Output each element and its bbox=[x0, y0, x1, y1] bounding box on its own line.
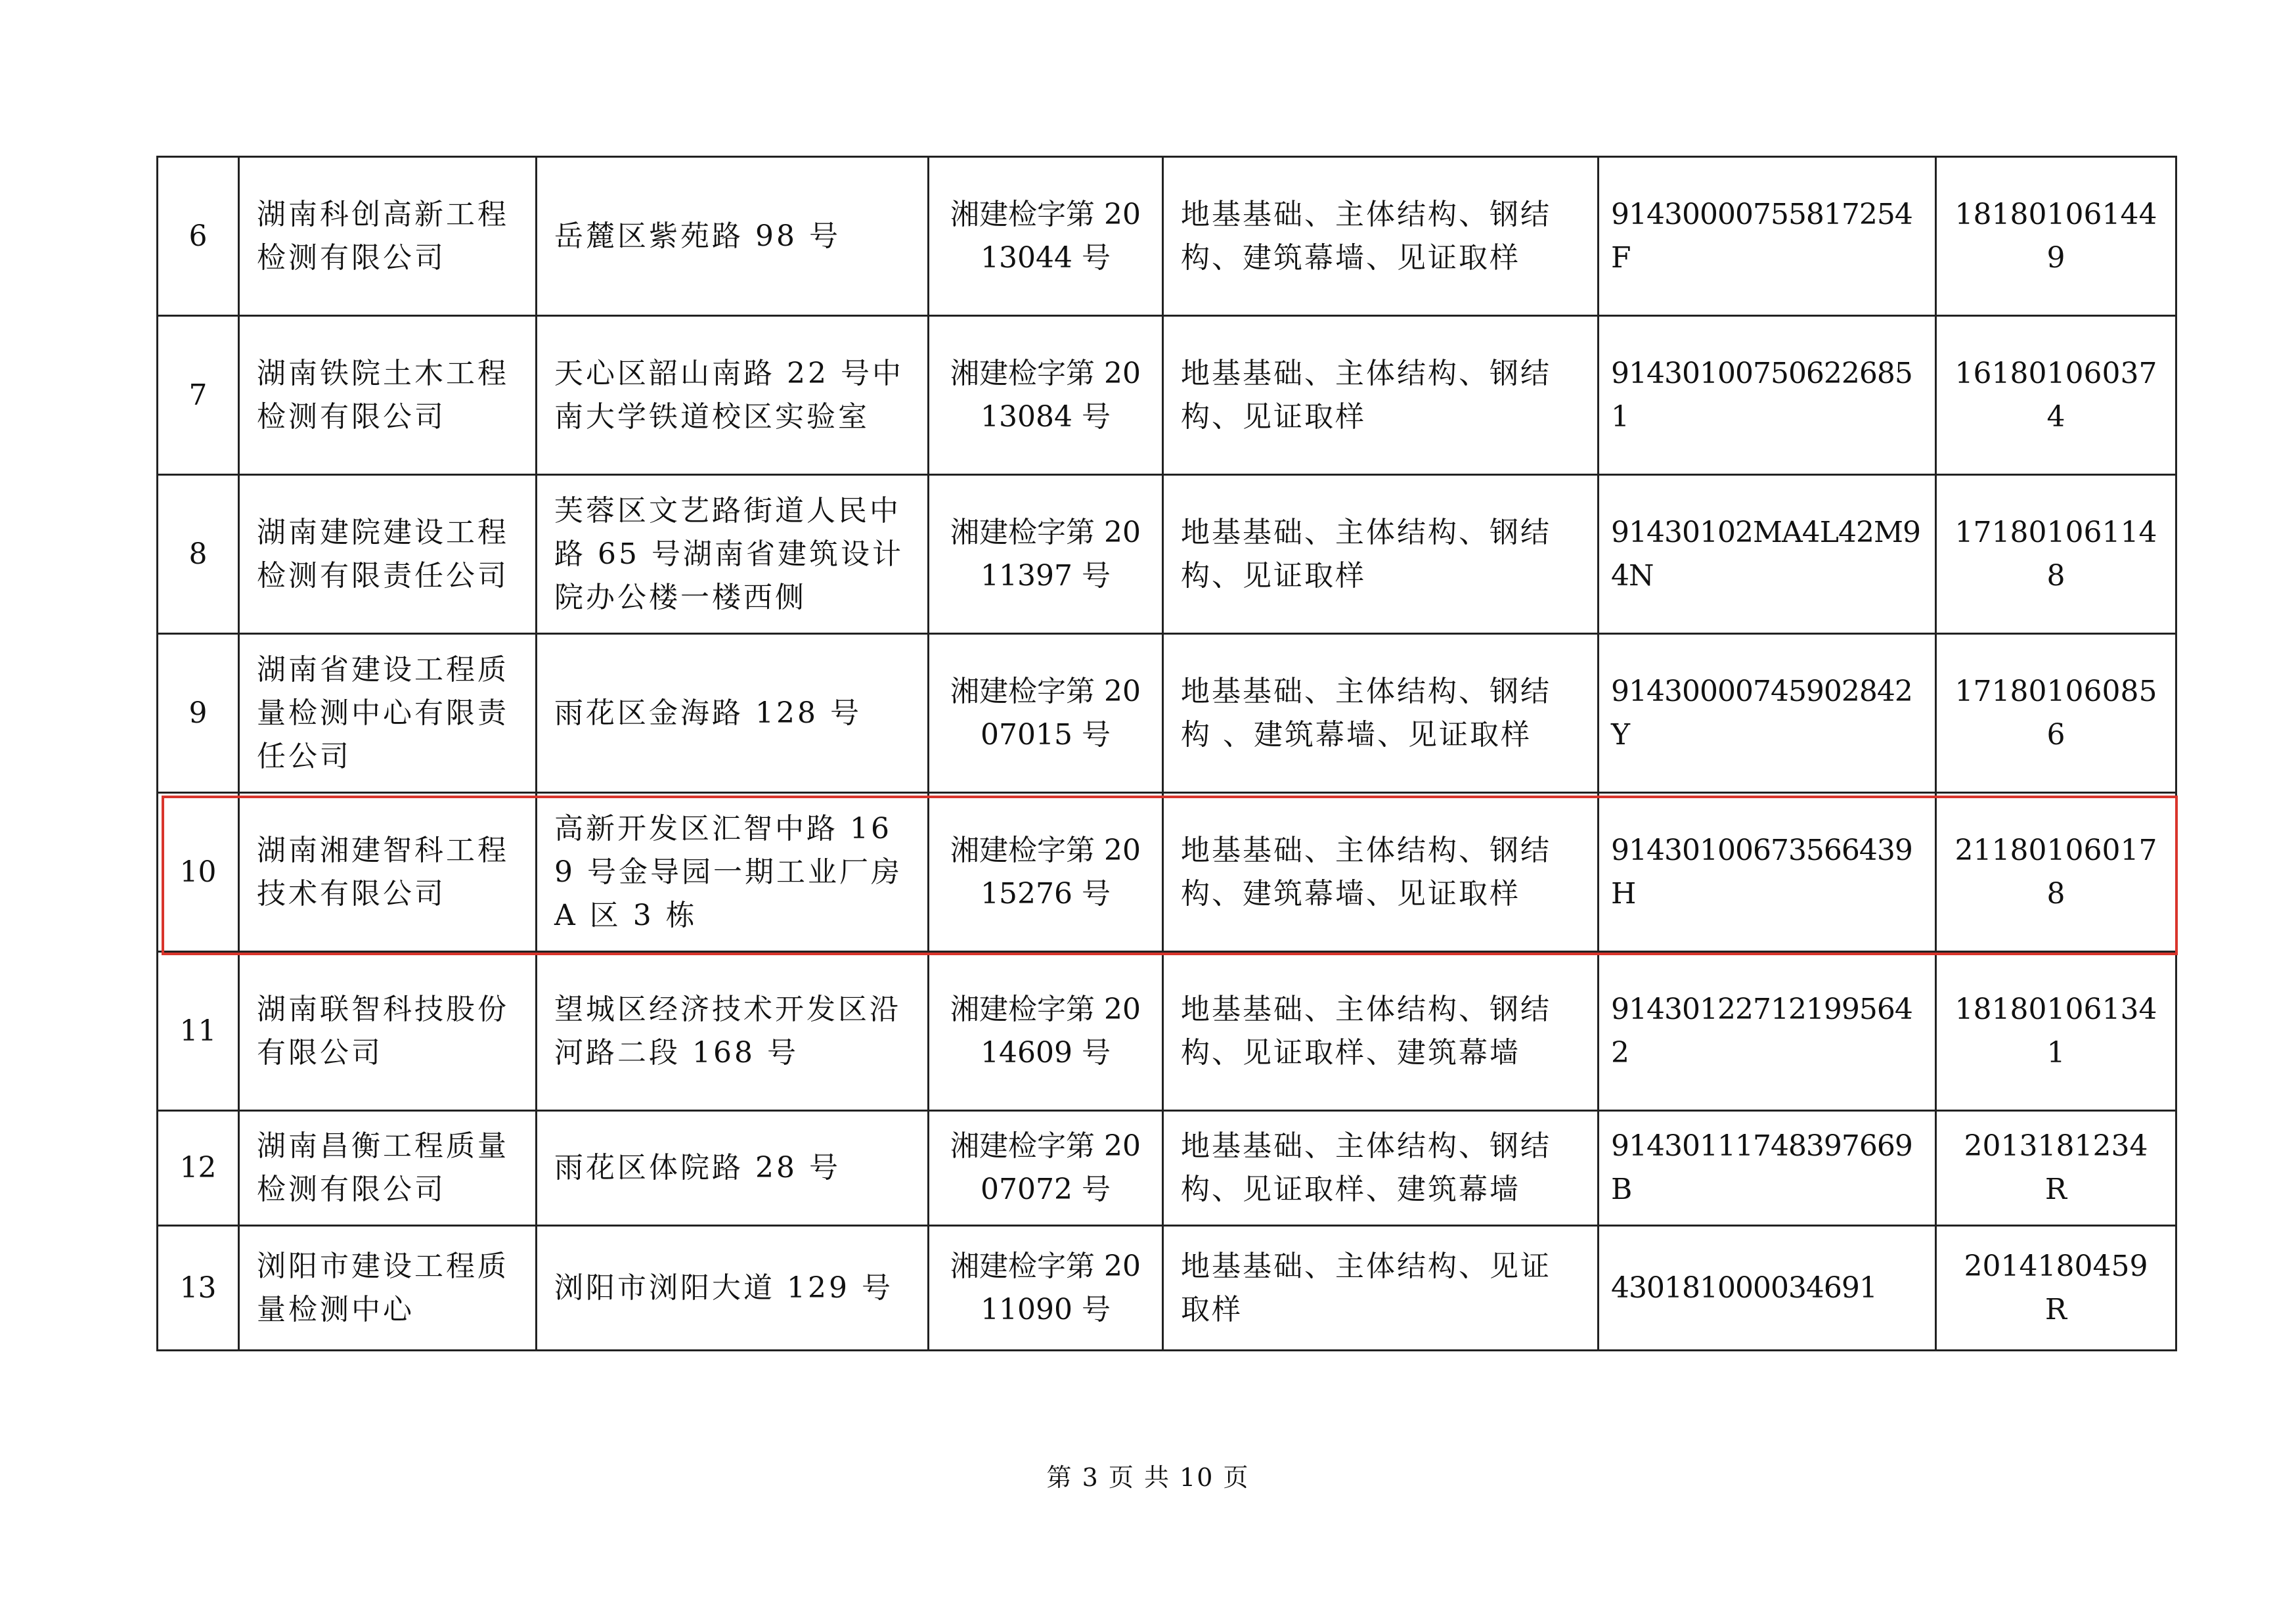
company-address: 雨花区金海路 128 号 bbox=[537, 634, 929, 793]
company-name: 湖南昌衡工程质量检测有限公司 bbox=[239, 1111, 537, 1226]
company-address: 岳麓区紫苑路 98 号 bbox=[537, 157, 929, 316]
inspection-scope: 地基基础、主体结构、钢结构、见证取样 bbox=[1163, 316, 1599, 475]
company-name: 湖南联智科技股份有限公司 bbox=[239, 952, 537, 1111]
credit-code: 914301227121995642 bbox=[1599, 952, 1936, 1111]
inspection-scope: 地基基础、主体结构、钢结构 、建筑幕墙、见证取样 bbox=[1163, 634, 1599, 793]
table-row bbox=[158, 1111, 2176, 1226]
credit-code: 91430102MA4L42M94N bbox=[1599, 475, 1936, 634]
table-row bbox=[158, 1226, 2176, 1351]
registration-code: 171801061148 bbox=[1936, 475, 2176, 634]
registration-code: 2013181234R bbox=[1936, 1111, 2176, 1226]
certificate-number: 湘建检字第 2007072 号 bbox=[929, 1111, 1163, 1226]
company-address: 天心区韶山南路 22 号中南大学铁道校区实验室 bbox=[537, 316, 929, 475]
row-number: 9 bbox=[158, 634, 239, 793]
company-address: 高新开发区汇智中路 169 号金导园一期工业厂房 A 区 3 栋 bbox=[537, 793, 929, 952]
company-name: 湖南省建设工程质量检测中心有限责任公司 bbox=[239, 634, 537, 793]
table-row bbox=[158, 793, 2176, 952]
company-address: 芙蓉区文艺路街道人民中路 65 号湖南省建筑设计院办公楼一楼西侧 bbox=[537, 475, 929, 634]
registration-code: 161801060374 bbox=[1936, 316, 2176, 475]
company-name: 湖南湘建智科工程技术有限公司 bbox=[239, 793, 537, 952]
inspection-scope: 地基基础、主体结构、钢结构、建筑幕墙、见证取样 bbox=[1163, 793, 1599, 952]
certificate-number: 湘建检字第 2007015 号 bbox=[929, 634, 1163, 793]
table-row bbox=[158, 157, 2176, 316]
registration-code: 181801061341 bbox=[1936, 952, 2176, 1111]
table-row bbox=[158, 952, 2176, 1111]
certificate-number: 湘建检字第 2013084 号 bbox=[929, 316, 1163, 475]
company-name: 浏阳市建设工程质量检测中心 bbox=[239, 1226, 537, 1351]
credit-code: 91430111748397669B bbox=[1599, 1111, 1936, 1226]
certificate-number: 湘建检字第 2014609 号 bbox=[929, 952, 1163, 1111]
inspection-scope: 地基基础、主体结构、钢结构、见证取样 bbox=[1163, 475, 1599, 634]
row-number: 12 bbox=[158, 1111, 239, 1226]
row-number: 7 bbox=[158, 316, 239, 475]
row-number: 11 bbox=[158, 952, 239, 1111]
company-name: 湖南科创高新工程检测有限公司 bbox=[239, 157, 537, 316]
registration-code: 171801060856 bbox=[1936, 634, 2176, 793]
table-row bbox=[158, 316, 2176, 475]
inspection-scope: 地基基础、主体结构、钢结构、见证取样、建筑幕墙 bbox=[1163, 952, 1599, 1111]
certificate-number: 湘建检字第 2011397 号 bbox=[929, 475, 1163, 634]
page-number: 第 3 页 共 10 页 bbox=[1046, 1463, 1250, 1492]
company-name: 湖南建院建设工程检测有限责任公司 bbox=[239, 475, 537, 634]
credit-code: 91430000755817254F bbox=[1599, 157, 1936, 316]
credit-code: 91430000745902842Y bbox=[1599, 634, 1936, 793]
registration-code: 181801061449 bbox=[1936, 157, 2176, 316]
registration-code: 211801060178 bbox=[1936, 793, 2176, 952]
company-name: 湖南铁院土木工程检测有限公司 bbox=[239, 316, 537, 475]
certificate-number: 湘建检字第 2013044 号 bbox=[929, 157, 1163, 316]
credit-code: 914301007506226851 bbox=[1599, 316, 1936, 475]
credit-code: 430181000034691 bbox=[1599, 1226, 1936, 1351]
registration-code: 2014180459R bbox=[1936, 1226, 2176, 1351]
inspection-scope: 地基基础、主体结构、见证取样 bbox=[1163, 1226, 1599, 1351]
table-body bbox=[158, 157, 2176, 1351]
inspection-scope: 地基基础、主体结构、钢结构、见证取样、建筑幕墙 bbox=[1163, 1111, 1599, 1226]
company-address: 雨花区体院路 28 号 bbox=[537, 1111, 929, 1226]
row-number: 13 bbox=[158, 1226, 239, 1351]
certificate-number: 湘建检字第 2015276 号 bbox=[929, 793, 1163, 952]
certificate-number: 湘建检字第 2011090 号 bbox=[929, 1226, 1163, 1351]
company-address: 浏阳市浏阳大道 129 号 bbox=[537, 1226, 929, 1351]
credit-code: 91430100673566439H bbox=[1599, 793, 1936, 952]
company-address: 望城区经济技术开发区沿河路二段 168 号 bbox=[537, 952, 929, 1111]
row-number: 8 bbox=[158, 475, 239, 634]
table-row bbox=[158, 475, 2176, 634]
row-number: 10 bbox=[158, 793, 239, 952]
row-number: 6 bbox=[158, 157, 239, 316]
inspection-agency-table bbox=[156, 156, 2177, 1351]
table-row bbox=[158, 634, 2176, 793]
inspection-scope: 地基基础、主体结构、钢结构、建筑幕墙、见证取样 bbox=[1163, 157, 1599, 316]
